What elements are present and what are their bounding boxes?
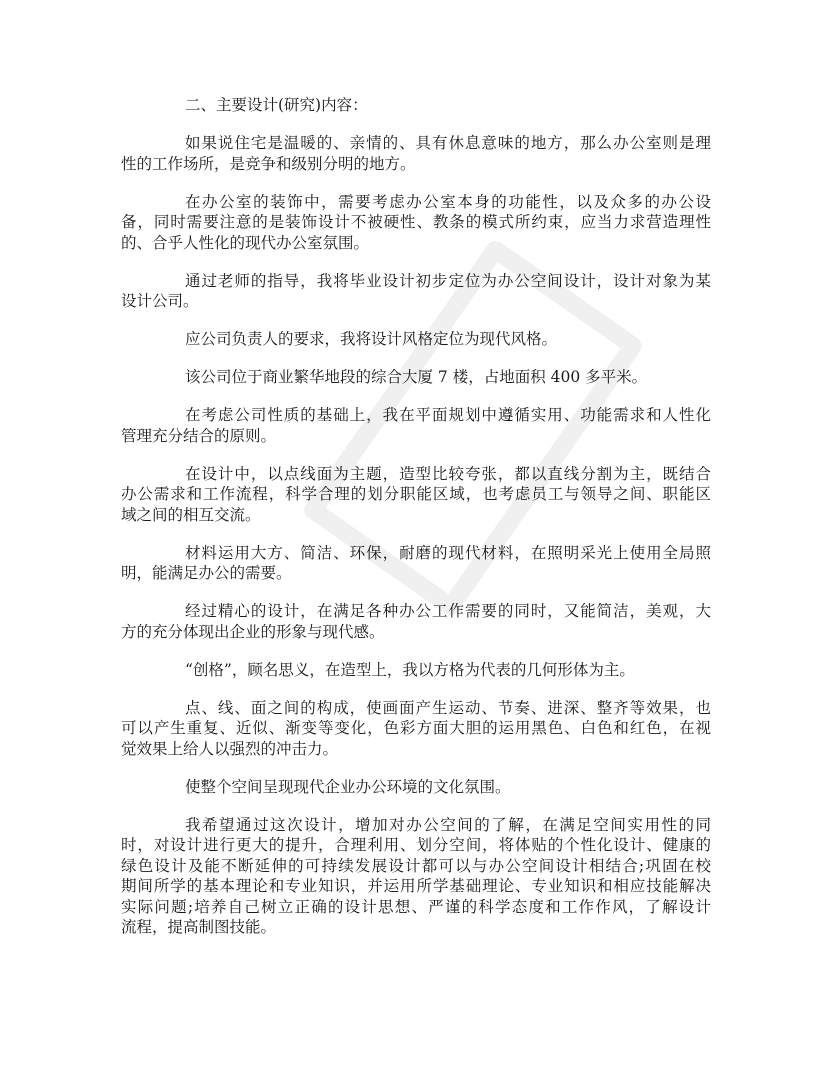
text-line: 觉效果上给人以强烈的冲击力。 xyxy=(121,739,339,758)
text-line: 在办公室的装饰中，需要考虑办公室本身的功能性，以及众多的办公设 xyxy=(185,192,711,211)
text-line: 管理充分结合的原则。 xyxy=(121,426,277,445)
text-line: 通过老师的指导，我将毕业设计初步定位为办公空间设计，设计对象为某 xyxy=(185,271,711,290)
text-line: 期间所学的基本理论和专业知识，并运用所学基础理论、专业知识和相应技能解决 xyxy=(121,877,711,895)
paragraph xyxy=(121,133,711,174)
text-line: 性的工作场所，是竞争和级别分明的地方。 xyxy=(121,154,416,173)
paragraph xyxy=(121,271,711,312)
text-line: 设计公司。 xyxy=(121,292,199,310)
text-line: 备，同时需要注意的是装饰设计不被硬性、教条的模式所约束，应当力求营造理性 xyxy=(121,213,711,231)
paragraph xyxy=(121,601,711,642)
text-line: 实际问题;培养自己树立正确的设计思想、严谨的科学态度和工作作风，了解设计 xyxy=(121,897,711,916)
text-line: 点、线、面之间的构成，使画面产生运动、节奏、进深、整齐等效果，也 xyxy=(185,698,711,717)
text-line: 材料运用大方、简洁、环保，耐磨的现代材料，在照明采光上使用全局照 xyxy=(185,543,711,562)
text-line: 使整个空间呈现现代企业办公环境的文化氛围。 xyxy=(185,777,511,796)
paragraph xyxy=(121,777,711,798)
text-line: 方的充分体现出企业的形象与现代感。 xyxy=(121,622,385,641)
text-line: 流程，提高制图技能。 xyxy=(121,918,277,936)
paragraph xyxy=(121,367,711,388)
text-line: 在设计中，以点线面为主题，造型比较夸张，都以直线分割为主，既结合 xyxy=(185,464,711,483)
paragraph xyxy=(121,698,711,760)
text-line: 经过精心的设计，在满足各种办公工作需要的同时，又能简洁，美观，大 xyxy=(185,602,711,620)
text-line: 我希望通过这次设计，增加对办公空间的了解，在满足空间实用性的同 xyxy=(185,815,711,834)
text-line: 该公司位于商业繁华地段的综合大厦 7 楼，占地面积 400 多平米。 xyxy=(185,368,648,386)
text-line: 办公需求和工作流程，科学合理的划分职能区域，也考虑员工与领导之间、职能区 xyxy=(121,485,711,503)
text-line: 可以产生重复、近似、渐变等变化，色彩方面大胆的运用黑色、白色和红色，在视 xyxy=(121,719,711,737)
paragraph xyxy=(121,815,711,938)
section-heading xyxy=(121,95,711,116)
text-line: 绿色设计及能不断延伸的可持续发展设计都可以与办公空间设计相结合;巩固在校 xyxy=(121,856,711,875)
text-line: 的、合乎人性化的现代办公室氛围。 xyxy=(121,233,370,252)
text-line: 域之间的相互交流。 xyxy=(121,505,261,524)
text-line: 如果说住宅是温暖的、亲情的、具有休息意味的地方，那么办公室则是理 xyxy=(185,134,711,152)
text-line: 应公司负责人的要求，我将设计风格定位为现代风格。 xyxy=(185,330,558,348)
document-body xyxy=(121,95,711,955)
text-line: 在考虑公司性质的基础上，我在平面规划中遵循实用、功能需求和人性化 xyxy=(185,406,711,424)
paragraph xyxy=(121,543,711,584)
paragraph xyxy=(121,329,711,350)
text-line: 时，对设计进行更大的提升，合理利用、划分空间，将体贴的个性化设计、健康的 xyxy=(121,836,711,854)
paragraph xyxy=(121,192,711,254)
paragraph xyxy=(121,660,711,681)
paragraph xyxy=(121,405,711,446)
paragraph xyxy=(121,464,711,526)
text-line: “创格”，顾名思义，在造型上，我以方格为代表的几何形体为主。 xyxy=(185,660,635,679)
text-line: 二、主要设计(研究)内容： xyxy=(185,96,368,114)
text-line: 明，能满足办公的需要。 xyxy=(121,564,292,582)
